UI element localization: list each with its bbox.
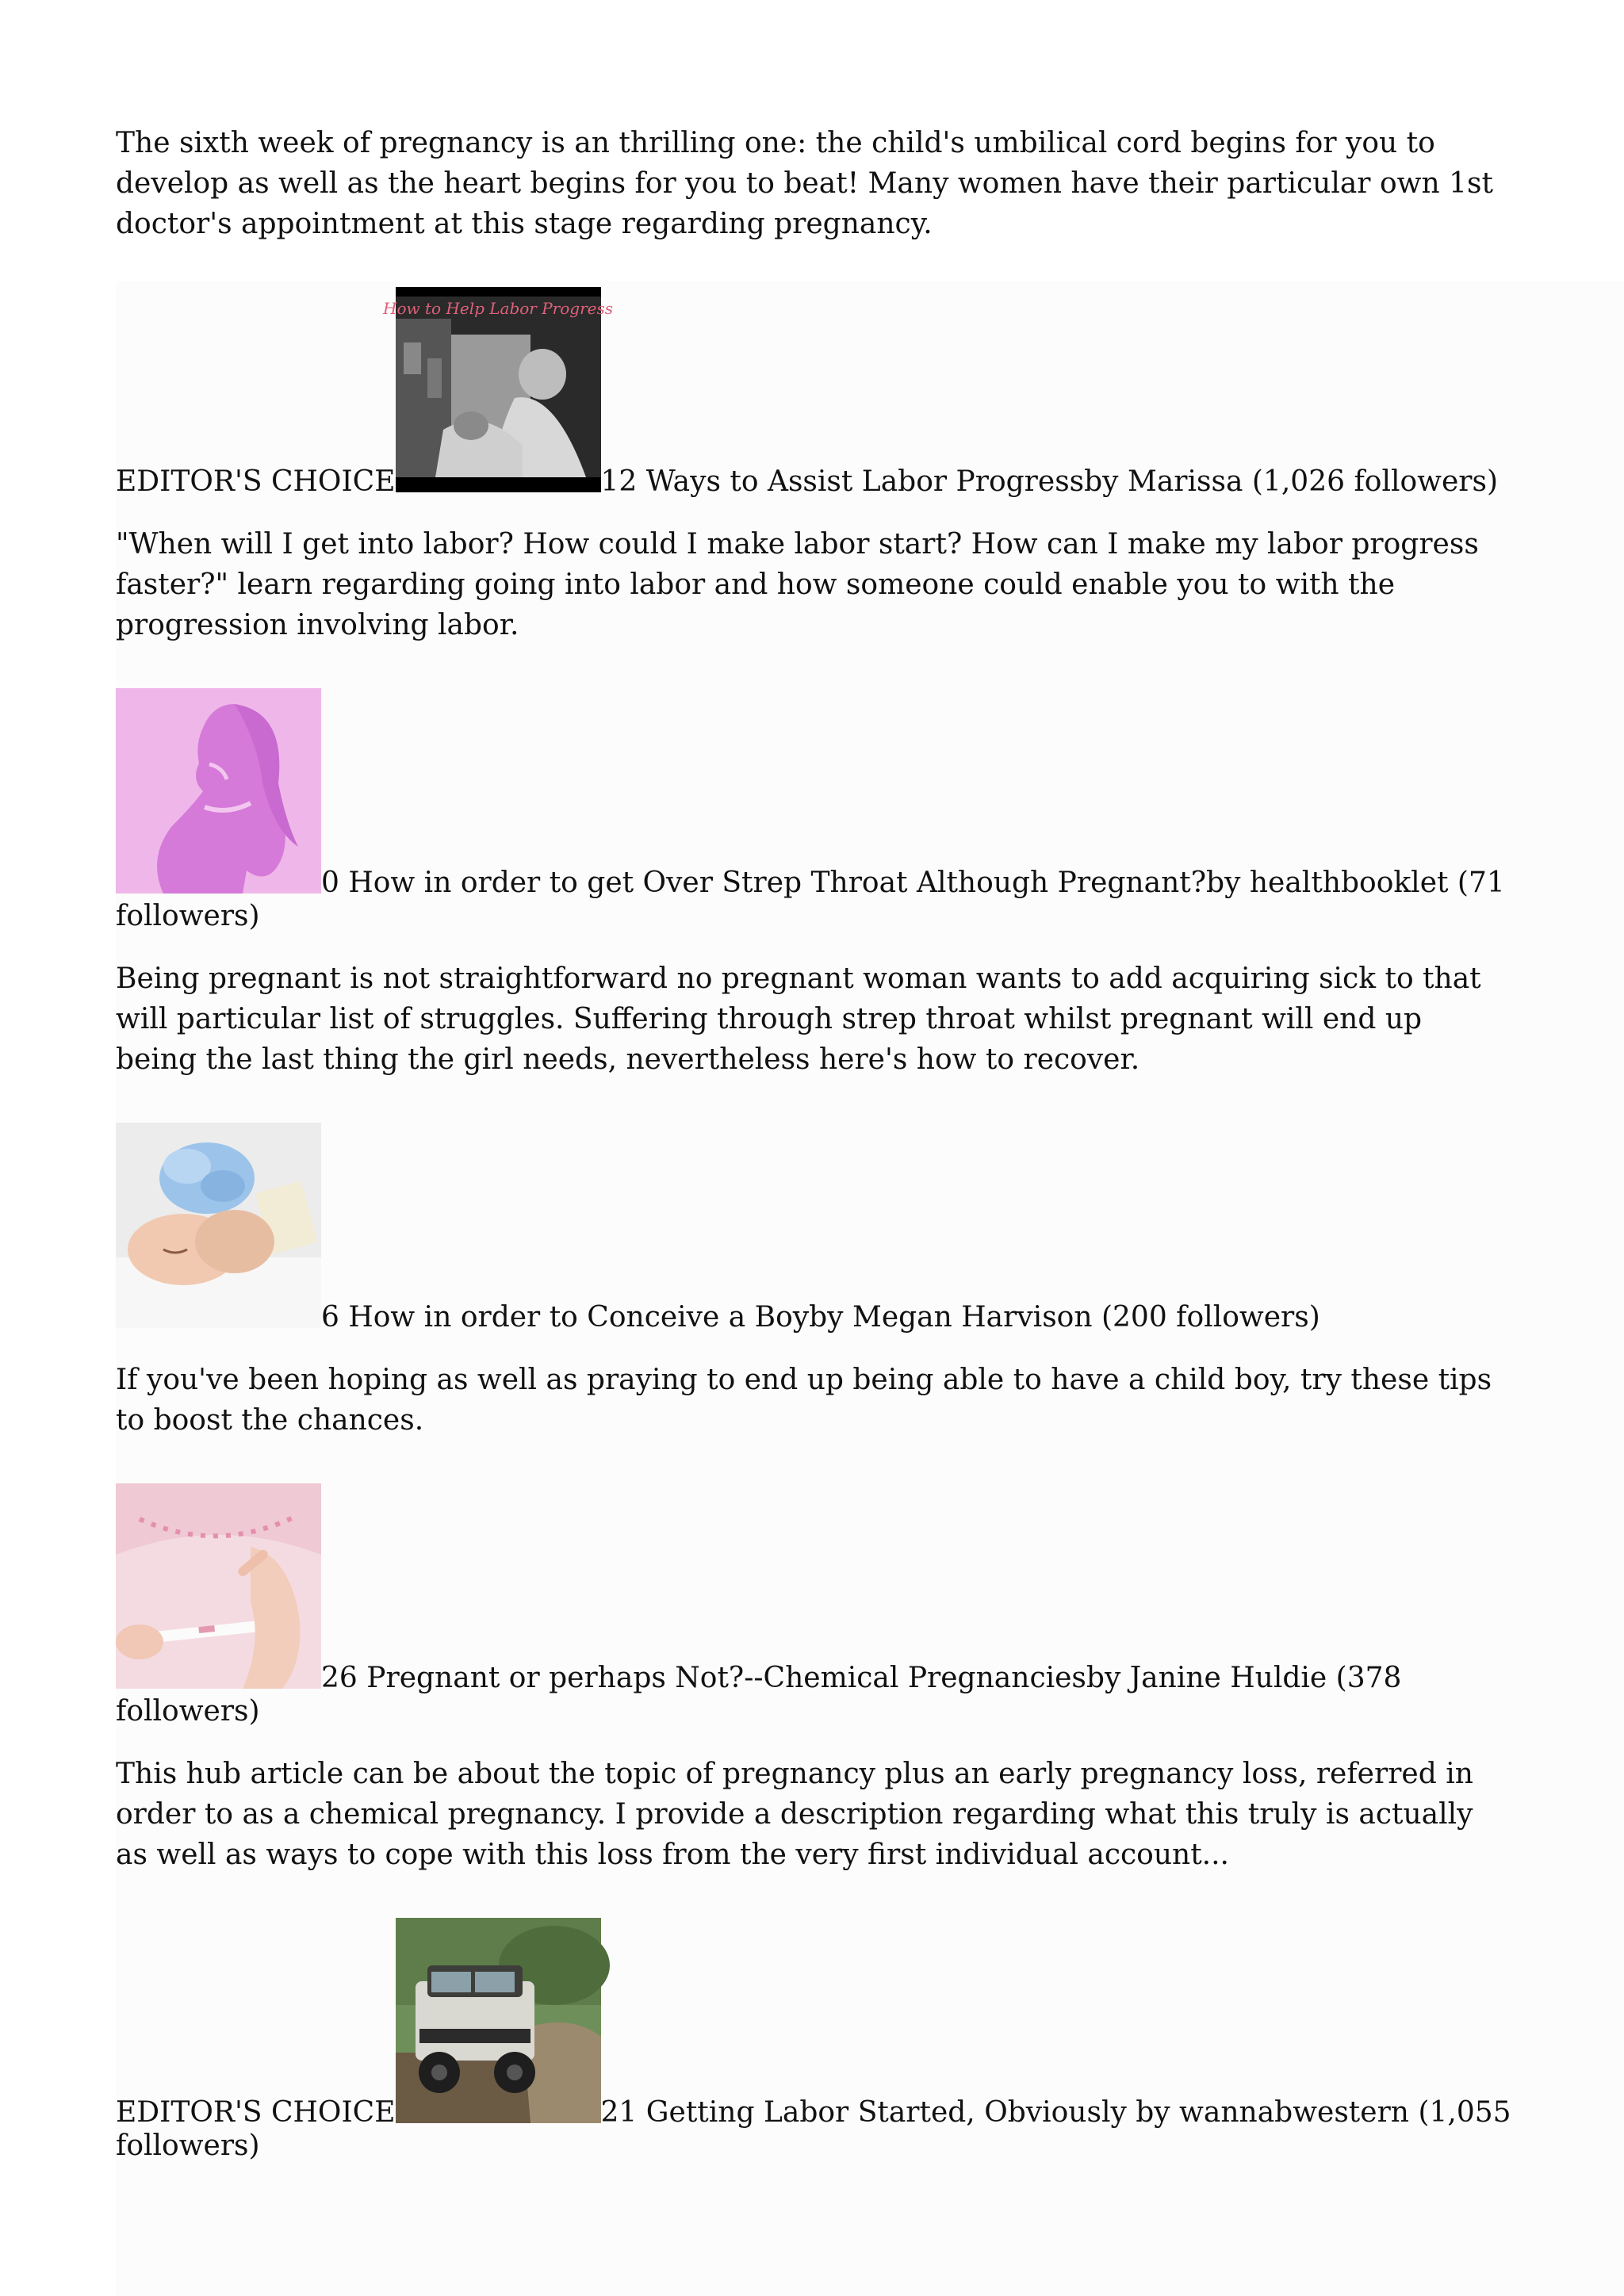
- article-description: If you've been hoping as well as praying to end up being able to have a child boy, try these tips to boost the chances.: [116, 1364, 1492, 1437]
- labor-photo-icon[interactable]: [382, 287, 613, 492]
- article-page: [116, 123, 1511, 2163]
- pregnancy-test-icon[interactable]: [116, 1483, 321, 1689]
- jeep-photo-icon[interactable]: [396, 1918, 601, 2123]
- article-entry[interactable]: [116, 1918, 1511, 2163]
- article-author[interactable]: by Marissa: [1084, 465, 1243, 498]
- article-title-link[interactable]: How in order to get Over Strep Throat Although Pregnant?: [348, 867, 1207, 899]
- article-title-link[interactable]: Ways to Assist Labor Progress: [645, 465, 1085, 498]
- article-entry[interactable]: [116, 1483, 1511, 1728]
- author-followers: (378 followers): [116, 1662, 1402, 1728]
- article-description: Being pregnant is not straightforward no pregnant woman wants to add acquiring sick to that will particular list of struggles. Suffering through strep throat whilst pregnant will end up being the last thing the girl needs, nevertheless here's how to recover.: [116, 962, 1481, 1076]
- article-entry[interactable]: [116, 1123, 1511, 1334]
- comment-count: 12: [600, 465, 638, 498]
- comment-count: 21: [600, 2096, 638, 2129]
- article-author[interactable]: by Janine Huldie: [1086, 1662, 1327, 1694]
- author-followers: (1,055 followers): [116, 2096, 1511, 2162]
- author-followers: (71 followers): [116, 867, 1505, 932]
- article-entry[interactable]: [116, 688, 1511, 933]
- article-description: This hub article can be about the topic of pregnancy plus an early pregnancy loss, referred in order to as a chemical pregnancy. I provide a description regarding what this truly is actually as well as ways to cope with this loss from the very first individual account...: [116, 1758, 1473, 1871]
- comment-count: 6: [321, 1301, 339, 1334]
- intro-paragraph: The sixth week of pregnancy is an thrilling one: the child's umbilical cord begins for you to develop as well as the heart begins for you to beat! Many women have their particular own 1st doctor's appointment at this stage regarding pregnancy.: [116, 127, 1493, 240]
- sleeping-baby-icon[interactable]: [116, 1123, 321, 1328]
- editors-choice-badge: EDITOR'S CHOICE: [116, 2096, 396, 2129]
- article-title-link[interactable]: Pregnant or perhaps Not?--Chemical Pregnancies: [366, 1662, 1086, 1694]
- author-followers: (1,026 followers): [1251, 465, 1498, 498]
- editors-choice-badge: EDITOR'S CHOICE: [116, 465, 396, 498]
- article-title-link[interactable]: How in order to Conceive a Boy: [348, 1301, 810, 1334]
- article-title-link[interactable]: Getting Labor Started, Obviously: [645, 2096, 1136, 2129]
- article-description: "When will I get into labor? How could I make labor start? How can I make my labor progress faster?" learn regarding going into labor and how someone could enable you to with the progression involving labor.: [116, 528, 1479, 641]
- comment-count: 26: [321, 1662, 358, 1694]
- article-author[interactable]: by healthbooklet: [1206, 867, 1449, 899]
- author-followers: (200 followers): [1101, 1301, 1320, 1334]
- pregnant-silhouette-icon[interactable]: [116, 688, 321, 894]
- comment-count: 0: [321, 867, 339, 899]
- article-author[interactable]: by wannabwestern: [1136, 2096, 1409, 2129]
- article-entry[interactable]: [116, 287, 1511, 499]
- image-caption: How to Help Labor Progress: [382, 299, 613, 318]
- article-author[interactable]: by Megan Harvison: [809, 1301, 1093, 1334]
